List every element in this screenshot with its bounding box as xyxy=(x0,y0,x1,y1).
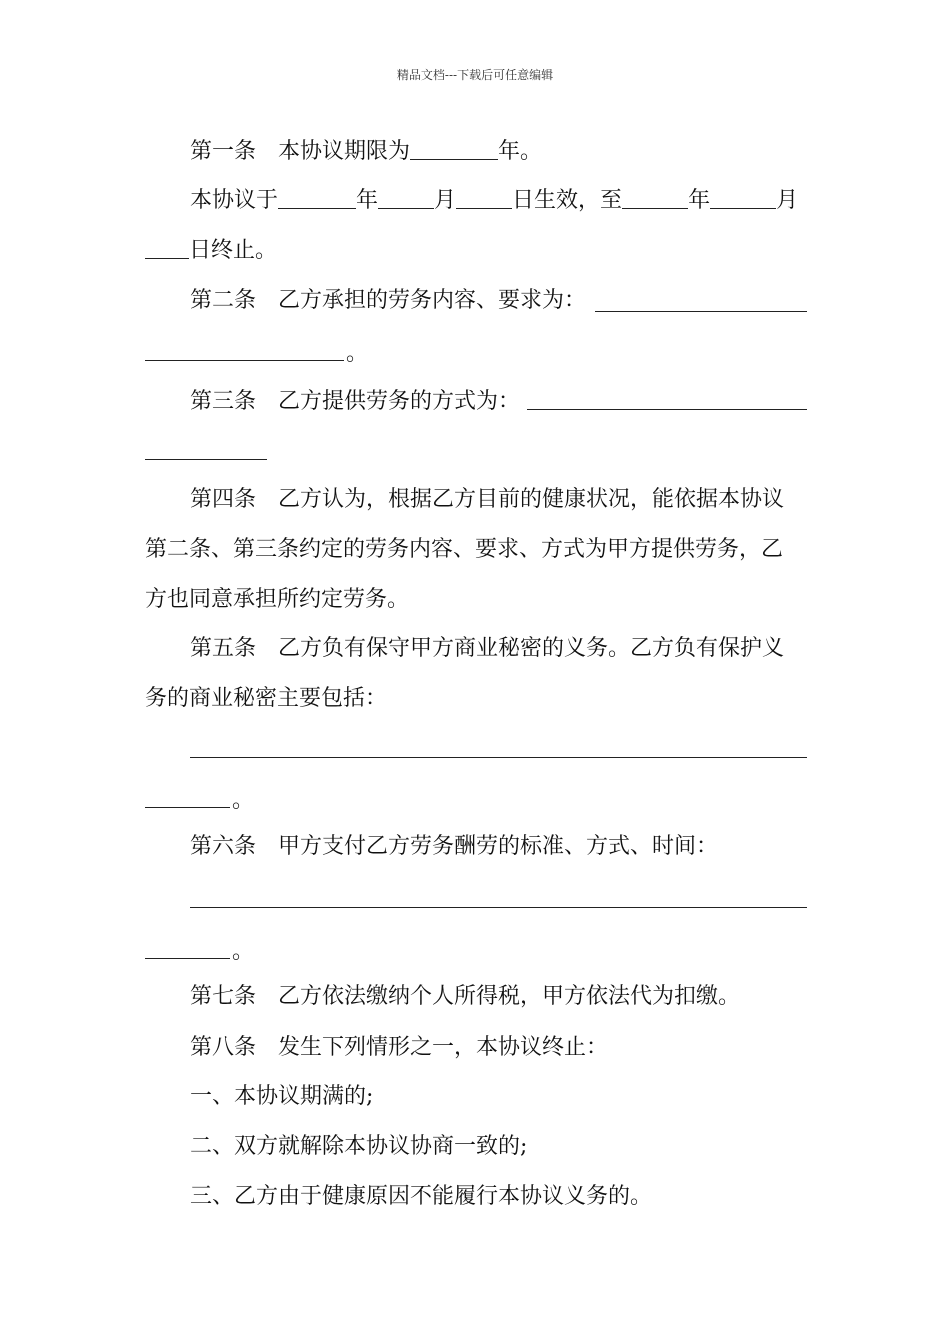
list-item xyxy=(145,1182,852,1212)
month-label: 月 xyxy=(776,188,799,213)
article-4-line-1 xyxy=(145,485,852,515)
article-1 xyxy=(145,137,852,167)
article-6-end xyxy=(232,937,272,967)
article-7 xyxy=(145,982,852,1012)
article-6 xyxy=(145,832,852,862)
article-8-label: 第八条 xyxy=(190,1035,257,1060)
article-8-text: 发生下列情形之一，本协议终止： xyxy=(278,1035,609,1060)
article-3 xyxy=(145,387,852,417)
article-4-label: 第四条 xyxy=(190,487,257,512)
article-5-text-2: 务的商业秘密主要包括： xyxy=(145,686,388,711)
year-label: 年 xyxy=(356,188,379,213)
termination-date-line xyxy=(145,236,807,266)
article-2-text: 乙方承担的劳务内容、要求为： xyxy=(278,288,587,313)
article-4-text-2: 第二条、第三条约定的劳务内容、要求、方式为甲方提供劳务，乙 xyxy=(145,537,784,562)
article-2-end xyxy=(346,339,386,369)
period-mark: 。 xyxy=(232,939,255,964)
period-mark: 。 xyxy=(232,788,255,813)
service-content-blank-cont[interactable] xyxy=(145,360,344,361)
article-4-line-2 xyxy=(145,535,807,565)
article-1-suffix: 年。 xyxy=(498,139,543,164)
article-5-text-1: 乙方负有保守甲方商业秘密的义务。乙方负有保护义 xyxy=(278,636,785,661)
effective-prefix: 本协议于 xyxy=(190,188,279,213)
article-7-text: 乙方依法缴纳个人所得税，甲方依法代为扣缴。 xyxy=(278,984,741,1009)
term-years-blank[interactable] xyxy=(410,137,498,160)
article-4-line-3 xyxy=(145,585,807,615)
period-mark: 。 xyxy=(346,341,369,366)
start-year-blank[interactable] xyxy=(278,186,356,209)
list-item xyxy=(145,1132,852,1162)
article-8 xyxy=(145,1033,852,1063)
article-4-text-1: 乙方认为，根据乙方目前的健康状况，能依据本协议 xyxy=(278,487,785,512)
article-3-label: 第三条 xyxy=(190,389,257,414)
payment-terms-blank-cont[interactable] xyxy=(145,958,230,959)
article-6-label: 第六条 xyxy=(190,834,257,859)
effective-until-label: 日生效，至 xyxy=(512,188,623,213)
article-5-line-1 xyxy=(145,634,852,664)
service-content-blank[interactable] xyxy=(595,311,807,312)
start-day-blank[interactable] xyxy=(456,186,512,209)
trade-secrets-blank-cont[interactable] xyxy=(145,807,230,808)
trade-secrets-blank[interactable] xyxy=(190,757,807,758)
article-4-text-3: 方也同意承担所约定劳务。 xyxy=(145,587,410,612)
end-day-blank[interactable] xyxy=(145,236,189,259)
article-7-label: 第七条 xyxy=(190,984,257,1009)
year-label: 年 xyxy=(688,188,711,213)
termination-condition-1: 一、本协议期满的; xyxy=(190,1084,374,1109)
article-5-line-2 xyxy=(145,684,807,714)
article-2-label: 第二条 xyxy=(190,288,257,313)
service-method-blank-cont[interactable] xyxy=(145,459,267,460)
payment-terms-blank[interactable] xyxy=(190,907,807,908)
article-5-label: 第五条 xyxy=(190,636,257,661)
article-3-text: 乙方提供劳务的方式为： xyxy=(278,389,521,414)
month-label: 月 xyxy=(434,188,457,213)
article-5-end xyxy=(232,786,272,816)
article-1-label: 第一条 xyxy=(190,139,257,164)
start-month-blank[interactable] xyxy=(378,186,434,209)
end-year-blank[interactable] xyxy=(622,186,688,209)
effective-dates-line xyxy=(145,186,852,216)
page-header: 精品文档---下载后可任意编辑 xyxy=(396,68,554,82)
service-method-blank[interactable] xyxy=(527,409,807,410)
list-item xyxy=(145,1082,852,1112)
termination-condition-3: 三、乙方由于健康原因不能履行本协议义务的。 xyxy=(190,1184,653,1209)
termination-suffix: 日终止。 xyxy=(189,238,278,263)
article-6-text: 甲方支付乙方劳务酬劳的标准、方式、时间： xyxy=(278,834,719,859)
end-month-blank[interactable] xyxy=(710,186,776,209)
termination-condition-2: 二、双方就解除本协议协商一致的; xyxy=(190,1134,528,1159)
article-1-text: 本协议期限为 xyxy=(278,139,411,164)
